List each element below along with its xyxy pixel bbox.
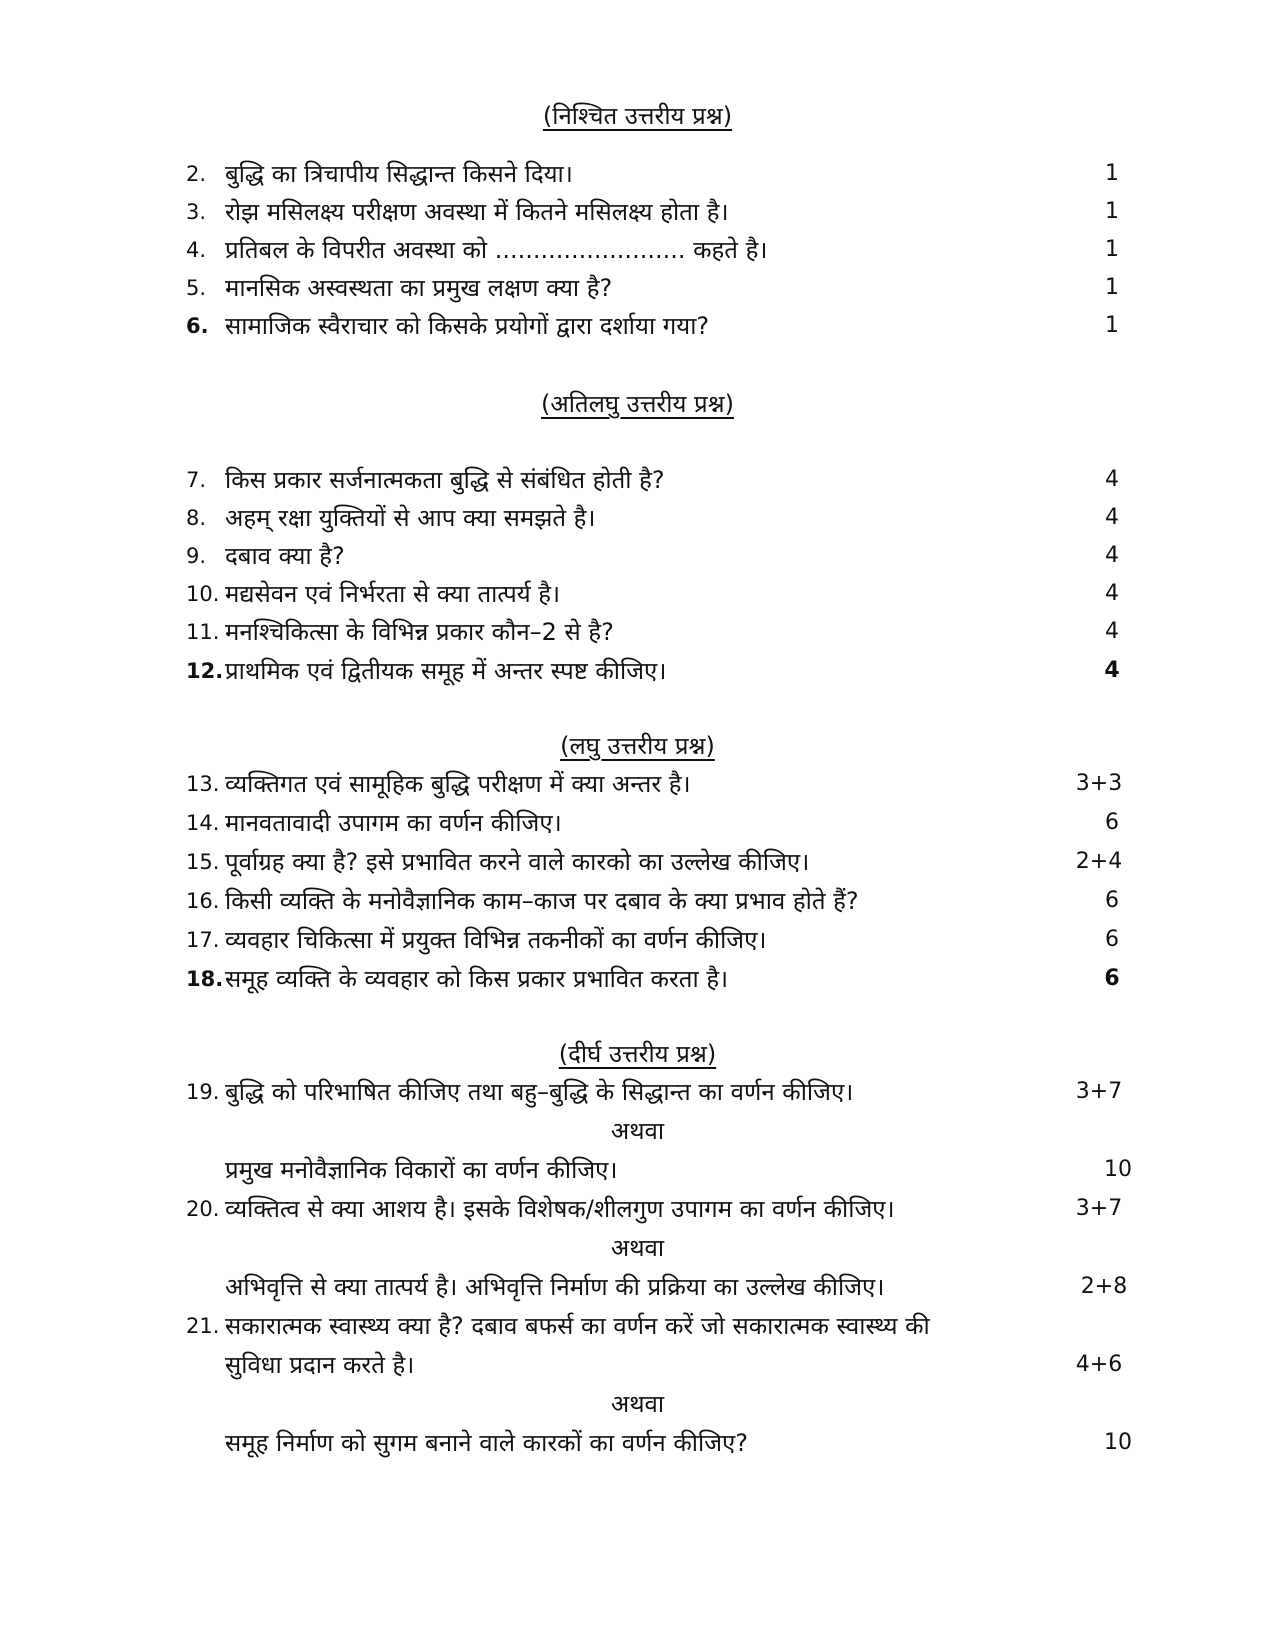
question-text: दबाव क्या है?	[225, 542, 345, 570]
question-marks: 4	[1105, 543, 1119, 568]
question-marks: 1	[1105, 199, 1119, 224]
section-heading-text: (दीर्घ उत्तरीय प्रश्न)	[558, 1040, 717, 1068]
question-number: 14.	[186, 811, 220, 835]
question-row	[0, 500, 1275, 536]
question-row	[0, 961, 1275, 997]
question-row	[0, 922, 1275, 958]
question-number: 6.	[186, 314, 209, 338]
or-divider: अथवा	[610, 1234, 665, 1262]
question-row-continuation	[0, 1347, 1275, 1383]
question-marks: 6	[1105, 810, 1119, 835]
question-row	[0, 270, 1275, 306]
question-marks: 4	[1104, 658, 1120, 683]
question-marks: 1	[1105, 237, 1119, 262]
question-marks: 6	[1105, 888, 1119, 913]
question-row	[0, 883, 1275, 919]
question-text-line-1: सकारात्मक स्वास्थ्य क्या है? दबाव बफर्स का वर्णन करें जो सकारात्मक स्वास्थ्य की	[225, 1312, 930, 1340]
question-number: 16.	[186, 889, 220, 913]
question-text: समूह निर्माण को सुगम बनाने वाले कारकों का वर्णन कीजिए?	[225, 1429, 749, 1457]
question-marks: 4	[1105, 505, 1119, 530]
question-text: व्यवहार चिकित्सा में प्रयुक्त विभिन्न तकनीकों का वर्णन कीजिए।	[225, 926, 767, 954]
question-text: प्राथमिक एवं द्वितीयक समूह में अन्तर स्पष्ट कीजिए।	[225, 657, 667, 685]
question-marks: 2+8	[1080, 1274, 1128, 1299]
question-number: 19.	[186, 1080, 220, 1104]
question-row	[0, 844, 1275, 880]
question-row	[0, 766, 1275, 802]
question-row	[0, 232, 1275, 268]
question-number: 7.	[186, 468, 207, 492]
question-marks: 6	[1104, 966, 1120, 991]
question-number: 8.	[186, 506, 207, 530]
question-text: मद्यसेवन एवं निर्भरता से क्या तात्पर्य है।	[225, 580, 561, 608]
question-marks: 10	[1104, 1430, 1132, 1455]
question-number: 5.	[186, 276, 207, 300]
question-number: 13.	[186, 772, 220, 796]
section-heading-long	[0, 1039, 1275, 1069]
question-text: अभिवृत्ति से क्या तात्पर्य है। अभिवृत्ति निर्माण की प्रक्रिया का उल्लेख कीजिए।	[225, 1273, 885, 1301]
question-marks: 10	[1104, 1157, 1132, 1182]
question-number: 11.	[186, 620, 220, 644]
question-number: 3.	[186, 200, 207, 224]
section-heading-very-short	[0, 389, 1275, 419]
question-text: अहम् रक्षा युक्तियों से आप क्या समझते है।	[225, 504, 596, 532]
question-marks: 1	[1105, 275, 1119, 300]
question-row	[0, 1074, 1275, 1110]
question-marks: 4+6	[1075, 1352, 1123, 1377]
question-marks: 2+4	[1075, 849, 1123, 874]
question-number: 10.	[186, 582, 220, 606]
question-row	[0, 538, 1275, 574]
question-marks: 3+7	[1075, 1079, 1123, 1104]
question-text: किस प्रकार सर्जनात्मकता बुद्धि से संबंधित होती है?	[225, 466, 665, 494]
or-divider: अथवा	[610, 1390, 665, 1418]
question-row	[0, 308, 1275, 344]
question-marks: 1	[1105, 313, 1119, 338]
question-text: मानवतावादी उपागम का वर्णन कीजिए।	[225, 809, 562, 837]
question-number: 15.	[186, 850, 220, 874]
question-number: 2.	[186, 162, 207, 186]
question-number: 20.	[186, 1197, 220, 1221]
or-divider: अथवा	[610, 1117, 665, 1145]
question-number: 12.	[186, 659, 224, 683]
question-text: व्यक्तिगत एवं सामूहिक बुद्धि परीक्षण में क्या अन्तर है।	[225, 770, 691, 798]
question-text: बुद्धि को परिभाषित कीजिए तथा बहु–बुद्धि के सिद्धान्त का वर्णन कीजिए।	[225, 1078, 854, 1106]
question-text: किसी व्यक्ति के मनोवैज्ञानिक काम–काज पर दबाव के क्या प्रभाव होते हैं?	[225, 887, 859, 915]
question-text: प्रतिबल के विपरीत अवस्था को ......................... कहते है।	[225, 236, 768, 264]
question-text: मानसिक अस्वस्थता का प्रमुख लक्षण क्या है?	[225, 274, 613, 302]
question-row	[0, 1191, 1275, 1227]
question-row	[0, 1308, 1275, 1344]
question-number: 17.	[186, 928, 220, 952]
question-text: पूर्वाग्रह क्या है? इसे प्रभावित करने वाले कारको का उल्लेख कीजिए।	[225, 848, 810, 876]
question-text: व्यक्तित्व से क्या आशय है। इसके विशेषक/शीलगुण उपागम का वर्णन कीजिए।	[225, 1195, 895, 1223]
question-marks: 4	[1105, 467, 1119, 492]
section-heading-objective	[0, 101, 1275, 131]
question-text: समूह व्यक्ति के व्यवहार को किस प्रकार प्रभावित करता है।	[225, 965, 729, 993]
question-text: रोझ मसिलक्ष्य परीक्षण अवस्था में कितने मसिलक्ष्य होता है।	[225, 198, 729, 226]
question-row	[0, 614, 1275, 650]
question-row	[0, 805, 1275, 841]
question-marks: 3+3	[1075, 771, 1123, 796]
question-row-alternate	[0, 1269, 1275, 1305]
question-row-alternate	[0, 1152, 1275, 1188]
question-text: मनश्चिकित्सा के विभिन्न प्रकार कौन–2 से है?	[225, 618, 614, 646]
question-row	[0, 156, 1275, 192]
question-marks: 3+7	[1075, 1196, 1123, 1221]
question-marks: 4	[1105, 581, 1119, 606]
question-text-line-2: सुविधा प्रदान करते है।	[225, 1351, 415, 1379]
question-marks: 4	[1105, 619, 1119, 644]
question-row-alternate	[0, 1425, 1275, 1461]
question-row	[0, 653, 1275, 689]
question-text: सामाजिक स्वैराचार को किसके प्रयोगों द्वारा दर्शाया गया?	[225, 312, 710, 340]
question-text: बुद्धि का त्रिचापीय सिद्धान्त किसने दिया।	[225, 160, 573, 188]
question-number: 18.	[186, 967, 224, 991]
section-heading-text: (लघु उत्तरीय प्रश्न)	[560, 732, 715, 760]
question-number: 4.	[186, 238, 207, 262]
section-heading-text: (निश्चित उत्तरीय प्रश्न)	[542, 102, 733, 130]
question-row	[0, 462, 1275, 498]
section-heading-short	[0, 731, 1275, 761]
section-heading-text: (अतिलघु उत्तरीय प्रश्न)	[541, 390, 734, 418]
question-number: 21.	[186, 1314, 220, 1338]
question-marks: 6	[1105, 927, 1119, 952]
question-row	[0, 194, 1275, 230]
question-marks: 1	[1105, 161, 1119, 186]
question-text: प्रमुख मनोवैज्ञानिक विकारों का वर्णन कीजिए।	[225, 1156, 618, 1184]
question-row	[0, 576, 1275, 612]
question-number: 9.	[186, 544, 207, 568]
